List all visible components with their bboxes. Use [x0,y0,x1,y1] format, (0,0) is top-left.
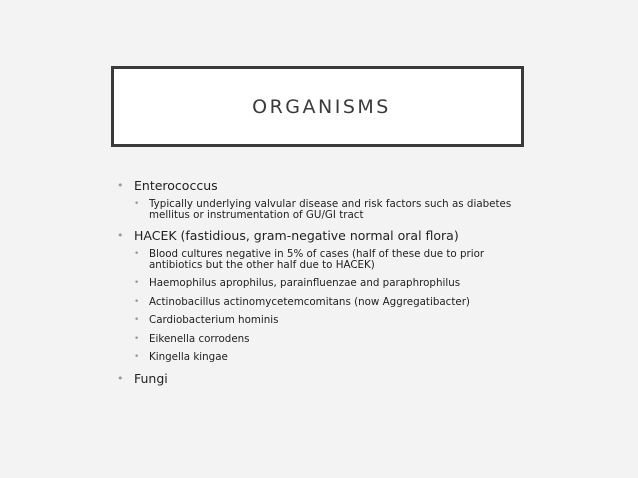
sub-list-item-line: Actinobacillus actinomycetemcomitans (now Aggregatibacter) [149,295,470,308]
bullet-icon: • [134,333,140,344]
slide-title: ORGANISMS [252,95,391,118]
list-item [114,178,534,193]
sub-list-item-line: antibiotics but the other half due to HACEK) [149,258,375,271]
sub-list-item-line: Blood cultures negative in 5% of cases (half of these due to prior [149,248,485,260]
bullet-icon: • [117,371,124,385]
bullet-list [114,178,534,392]
sub-list-item [114,249,534,270]
sub-list-item [114,352,534,363]
bullet-icon: • [117,179,124,192]
sub-list-item-line: Typically underlying valvular disease and risk factors such as diabetes [149,198,512,210]
list-item-text: Enterococcus [134,178,218,193]
sub-list-item [114,315,534,326]
sub-list-item-line: mellitus or instrumentation of GU/GI tract [149,208,364,221]
sub-list-item-line: Eikenella corrodens [149,332,250,345]
title-box [111,66,524,147]
bullet-icon: • [134,278,140,288]
sub-list-item [114,199,534,220]
list-item [114,228,534,243]
sub-list-item-line: Haemophilus aprophilus, parainfluenzae and paraphrophilus [149,277,461,289]
sub-list-item-line: Kingella kingae [149,351,228,363]
sub-list-item [114,278,534,289]
sub-list-item [114,334,534,345]
bullet-icon: • [134,352,140,362]
bullet-icon: • [134,249,140,259]
sub-list-item-line: Cardiobacterium hominis [149,314,279,326]
sub-list-item [114,297,534,308]
bullet-icon: • [134,199,140,209]
bullet-icon: • [117,229,124,242]
list-item [114,371,534,386]
bullet-icon: • [134,315,140,325]
list-item-text: HACEK (fastidious, gram-negative normal oral flora) [134,228,459,243]
list-item-text: Fungi [134,370,168,386]
bullet-icon: • [134,296,140,307]
